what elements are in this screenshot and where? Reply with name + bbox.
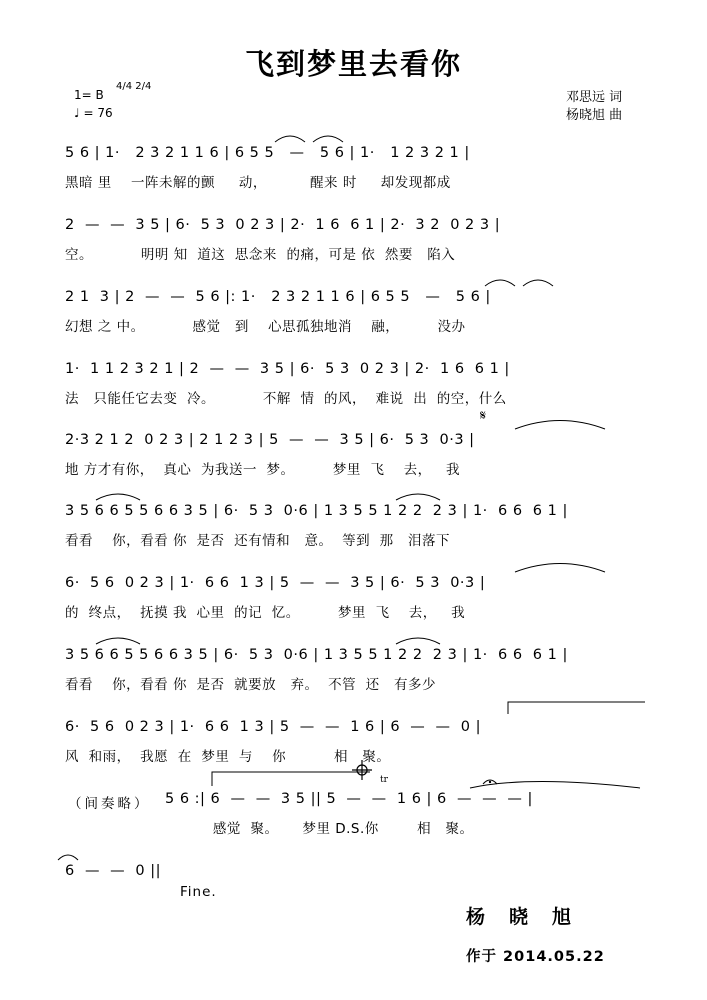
fermata-dot: [489, 781, 491, 783]
score-line-8: [65, 642, 665, 698]
lyrics-row: 看看 你，看看 你 是否 还有情和 意。 等到 那 泪落下: [65, 533, 451, 549]
trill-icon: tr: [380, 775, 388, 785]
lyrics-row: 的 终点， 抚摸 我 心里 的记 忆。 梦里 飞 去， 我: [65, 605, 466, 621]
fermata-icon: [483, 780, 497, 784]
score-line-5: [65, 427, 665, 483]
notes-row: 5 6 :| 6 — — 3 5 || 5 — — 1 6 | 6 — — — |: [165, 791, 533, 807]
lyrics-row: 风 和雨， 我愿 在 梦里 与 你 相 聚。: [65, 749, 391, 765]
score-line-7: [65, 570, 665, 626]
key-signature: 1= B: [74, 88, 104, 102]
composer-credit: 杨晓旭 曲: [566, 108, 623, 123]
author-signature: 杨晓旭: [466, 906, 596, 928]
score-line-10: [165, 786, 665, 842]
lyrics-row: 感觉 聚。 梦里 D.S.你 相 聚。: [165, 821, 474, 837]
notes-row: 6· 5 6 0 2 3 | 1· 6 6 1 3 | 5 — — 3 5 | 6· 5 3 0·3 |: [65, 575, 486, 591]
score-line-9: [65, 714, 665, 770]
notes-row: 2·3 2 1 2 0 2 3 | 2 1 2 3 | 5 — — 3 5 | 6· 5 3 0·3 |: [65, 432, 475, 448]
score-line-1: [65, 140, 665, 196]
segno-icon: 𝄋: [480, 408, 487, 424]
notes-row: 6 — — 0 ||: [65, 863, 161, 879]
notes-row: 6· 5 6 0 2 3 | 1· 6 6 1 3 | 5 — — 1 6 | 6 — — 0 |: [65, 719, 481, 735]
lyrics-row: 地 方才有你， 真心 为我送一 梦。 梦里 飞 去， 我: [65, 462, 460, 478]
lyrics-row: 空。 明明 知 道这 思念来 的痛，可是 依 然要 陷入: [65, 247, 456, 263]
notes-row: 5 6 | 1· 2 3 2 1 1 6 | 6 5 5 — 5 6 | 1· 1 2 3 2 1 |: [65, 145, 470, 161]
time-signature: 4/4 2/4: [116, 81, 152, 92]
score-line-4: [65, 356, 665, 412]
notes-row: 1· 1 1 2 3 2 1 | 2 — — 3 5 | 6· 5 3 0 2 3 | 2· 1 6 6 1 |: [65, 361, 510, 377]
score-line-3: [65, 284, 665, 340]
lyrics-row: 幻想 之 中。 感觉 到 心思孤独地消 融， 没办: [65, 319, 466, 335]
score-line-6: [65, 498, 665, 554]
notes-row: 3 5 6 6 5 5 6 6 3 5 | 6· 5 3 0·6 | 1 3 5 5 1 2 2 2 3 | 1· 6 6 6 1 |: [65, 647, 568, 663]
interlude-note: （间奏略）: [68, 796, 151, 812]
lyrics-row: 看看 你，看看 你 是否 就要放 弃。 不管 还 有多少: [65, 677, 437, 693]
song-title: 飞到梦里去看你: [244, 47, 462, 81]
notes-row: 2 1 3 | 2 — — 5 6 |: 1· 2 3 2 1 1 6 | 6 5 5 — 5 6 |: [65, 289, 491, 305]
score-line-2: [65, 212, 665, 268]
lyrics-row: 黑暗 里 一阵未解的颤 动， 醒来 时 却发现都成: [65, 175, 451, 191]
volta-bracket-2: [212, 772, 370, 786]
tempo-mark: ♩ = 76: [74, 106, 113, 120]
lyrics-row: 法 只能任它去变 冷。 不解 情 的风， 难说 出 的空，什么: [65, 391, 507, 407]
volta-bracket-1: [508, 702, 645, 714]
notes-row: 3 5 6 6 5 5 6 6 3 5 | 6· 5 3 0·6 | 1 3 5 5 1 2 2 2 3 | 1· 6 6 6 1 |: [65, 503, 568, 519]
composition-date: 作于 2014.05.22: [466, 949, 605, 965]
lyricist-credit: 邓思远 词: [566, 90, 623, 105]
notes-row: 2 — — 3 5 | 6· 5 3 0 2 3 | 2· 1 6 6 1 | 2· 3 2 0 2 3 |: [65, 217, 501, 233]
fine-mark: Fine.: [180, 884, 217, 900]
